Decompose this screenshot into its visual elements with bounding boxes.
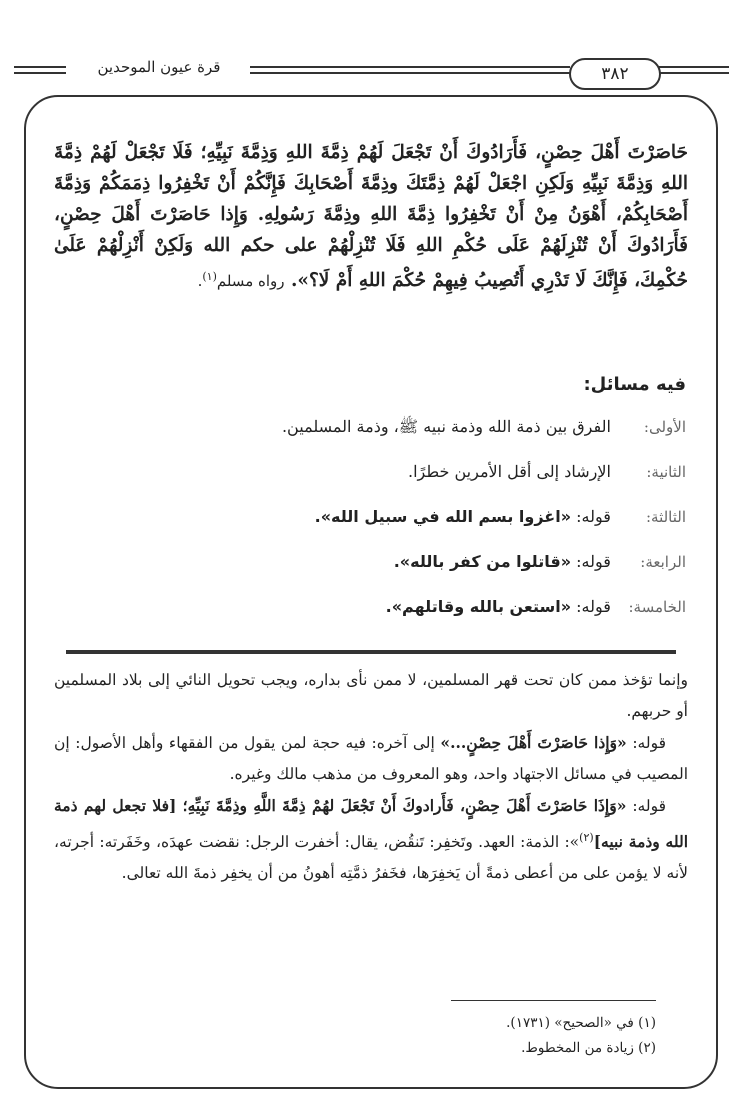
page-number: ٣٨٢ (569, 58, 661, 90)
issue-label: الثانية: (646, 463, 686, 481)
footnote-marker-2: (٢) (579, 831, 594, 844)
issue-label: الخامسة: (628, 598, 686, 616)
issue-item (408, 462, 686, 481)
issue-text: الفرق بين ذمة الله وذمة نبيه ﷺ، وذمة المسلمين. (281, 417, 611, 436)
issue-item (282, 417, 686, 440)
footnote-item (506, 1011, 656, 1036)
commentary-text: »: الذمة: العهد. وتَخفِر: تَنقُض، يقال: أخفرت الرجل: نقضت عهدَه، وخَفَرته: أجرته، لأنه لا يؤمن على من أعطى ذمةً أن يَخفِرَها، فخَفرُ ذمَّتِه أهونُ من أن يخفِر ذمةَ الله تعالى. (54, 833, 688, 883)
commentary-block (54, 665, 688, 889)
issue-label: الثالثة: (645, 508, 686, 526)
quote-text: «وَإِذا حَاصَرْتَ أَهْلَ حِصْنٍ...» (440, 733, 627, 752)
hadith-narration: رواه مسلم$^{(١)}$. (197, 270, 285, 290)
hadith-block (54, 137, 688, 297)
commentary-paragraph-1: وإنما تؤخذ ممن كان تحت قهر المسلمين، لا ممن نأى بداره، ويجب تحويل النائي إلى بلاد المسلمين أو حربهم. (54, 671, 688, 720)
footnote-number: (١) (638, 1015, 656, 1031)
footnote-number: (٢) (638, 1040, 656, 1056)
header-rule-mid-bottom (250, 72, 570, 74)
issue-label: الأولى: (643, 418, 686, 436)
issue-item (315, 507, 686, 526)
footnote-marker-1: (١) (202, 270, 217, 283)
quote-prefix: قوله: (632, 734, 666, 752)
commentary-text: إلى آخره: فيه حجة لمن يقول من الفقهاء وأهل الأصول: إن المصيب في مسائل الاجتهاد واحد، وهو المعروف من مذهب مالك وغيره. (54, 734, 688, 783)
issue-item (394, 552, 686, 571)
header-rule-mid-top (250, 66, 570, 68)
quote-text: «وَإِذَا حَاصَرْتَ أَهْلَ حِصْنٍ، فَأَرادوكَ أَنْ تَجْعَلَ لهُمْ ذِمَّةَ اللَّهِ وذِمَّةَ نَبِيِّهِ؛ [فلا تجعل لهم ذمة الله وذمة نبيه] (54, 796, 689, 852)
footnote-text: في «الصحيح» (١٧٣١). (506, 1015, 634, 1031)
page-header (14, 52, 734, 92)
commentary-paragraph-3 (54, 790, 688, 889)
footnote-rule (451, 1000, 656, 1001)
header-rule-right-top (659, 66, 729, 68)
issue-quote: «قاتلوا من كفر بالله». (393, 552, 572, 571)
issue-prefix: قوله: (576, 507, 611, 526)
issue-prefix: قوله: (576, 552, 611, 571)
issue-quote: «استعن بالله وقاتلهم». (385, 597, 572, 616)
commentary-paragraph-2 (54, 727, 688, 790)
issue-quote: «اغزوا بسم الله في سبيل الله». (314, 507, 572, 526)
header-rule-left-bottom (14, 72, 66, 74)
footnotes (506, 1011, 656, 1061)
issue-text: الإرشاد إلى أقل الأمرين خطرًا. (408, 462, 611, 481)
quote-prefix: قوله: (632, 797, 666, 815)
footnote-item (506, 1036, 656, 1061)
footnote-text: زيادة من المخطوط. (521, 1040, 634, 1056)
book-title: قرة عيون الموحدين (97, 58, 221, 76)
issue-prefix: قوله: (576, 597, 611, 616)
header-rule-left-top (14, 66, 66, 68)
hadith-text: حَاصَرْتَ أَهْلَ حِصْنٍ، فَأَرَادُوكَ أَنْ تَجْعَلَ لَهُمْ ذِمَّةَ اللهِ وَذِمَّةَ نَبِيِّهِ؛ فَلَا تَجْعَلْ لَهُمْ ذِمَّةَ اللهِ وَذِمَّةَ نَبِيِّهِ وَلَكِنِ اجْعَلْ لَهُمْ ذِمَّتَكَ وذِمَّةَ أَصْحَابِكَ فَإِنَّكُمْ أَنْ تَخْفِرُوا ذِمَمَكُمْ وَذِمَّةَ أَصْحَابِكُمْ، أَهْوَنُ مِنْ أَنْ تَخْفِرُوا ذِمَّةَ اللهِ وذِمَّةَ رَسُولِهِ. وَإِذا حَاصَرْتَ أَهْلَ حِصْنٍ، فَأَرَادُوكَ أَنْ تُنْزِلَهُمْ عَلَى حُكْمِ اللهِ فَلَا تُنْزِلْهُمْ على حكم الله وَلَكِنْ أَنْزِلْهُمْ عَلَىٰ حُكْمِكَ، فَإِنَّكَ لَا تَدْرِي أَتُصِيبُ فِيهِمْ حُكْمَ اللهِ أَمْ لَا؟». (54, 142, 688, 291)
issue-label: الرابعة: (640, 553, 686, 571)
narration-text: رواه مسلم (216, 272, 285, 290)
issue-item (386, 597, 686, 616)
section-divider (66, 650, 676, 654)
issues-heading: فيه مسائل: (583, 374, 686, 395)
header-rule-right-bottom (659, 72, 729, 74)
page-frame (24, 95, 718, 1089)
